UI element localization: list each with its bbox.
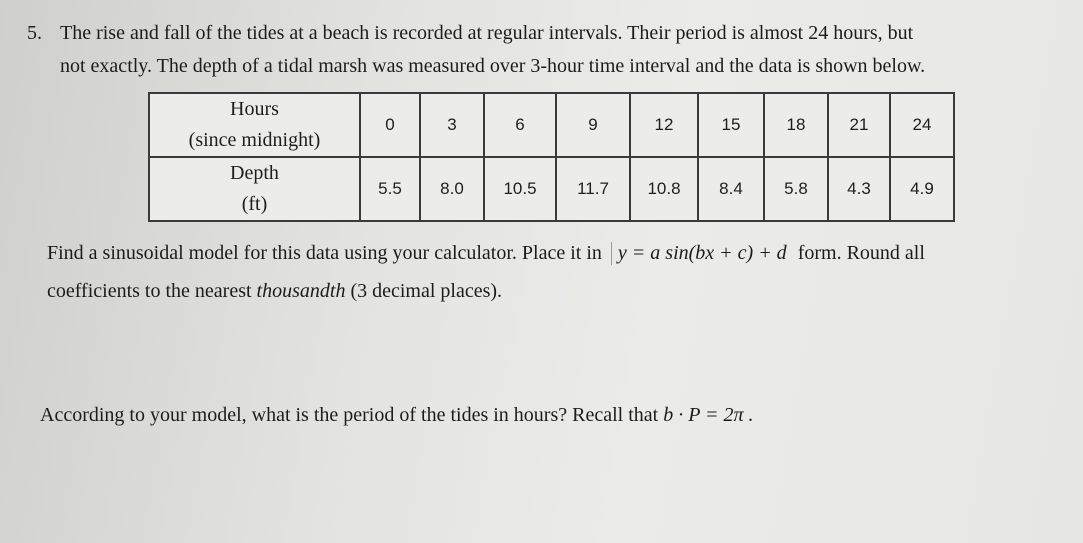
hours-cell: 9 [556,93,630,157]
depth-cell: 4.9 [890,157,954,221]
depth-cell: 11.7 [556,157,630,221]
depth-cell: 8.0 [420,157,484,221]
hours-row-header [149,93,360,157]
depth-cell: 4.3 [828,157,890,221]
depth-cell: 8.4 [698,157,764,221]
instructions-line-1 [47,242,925,265]
hours-cell: 15 [698,93,764,157]
depth-cell: 10.8 [630,157,698,221]
rounding-text: coefficients to the nearest [47,280,252,302]
tide-data-table [148,92,955,222]
depth-cell: 10.5 [484,157,556,221]
hours-cell: 21 [828,93,890,157]
hours-cell: 24 [890,93,954,157]
hours-cell: 3 [420,93,484,157]
question-text: According to your model, what is the period of the tides in hours? Recall that [40,404,659,426]
hours-header-label: Hours [230,98,279,120]
period-formula: b · P = 2π . [663,404,754,426]
rounding-emphasis: thousandth [256,280,346,302]
hours-cell: 6 [484,93,556,157]
depth-row [149,157,954,221]
hours-cell: 0 [360,93,420,157]
depth-header-unit: (ft) [241,193,268,215]
depth-header-label: Depth [230,162,279,184]
problem-statement-line-2: not exactly. The depth of a tidal marsh was measured over 3-hour time interval and the data is shown below. [60,55,926,77]
instructions-line-2 [47,280,502,303]
depth-cell: 5.8 [764,157,828,221]
hours-header-unit: (since midnight) [188,129,321,151]
depth-row-header [149,157,360,221]
problem-statement-line-1: The rise and fall of the tides at a beach is recorded at regular intervals. Their period is almost 24 hours, but [60,22,914,44]
hours-row [149,93,954,157]
instructions-text-end: form. Round all [797,242,925,264]
hours-cell: 18 [764,93,828,157]
hours-cell: 12 [630,93,698,157]
model-formula: y = a sin(bx + c) + d [611,242,793,265]
instructions-text: Find a sinusoidal model for this data using your calculator. Place it in [47,242,602,264]
depth-cell: 5.5 [360,157,420,221]
period-question [40,404,754,427]
problem-number: 5. [27,22,42,44]
rounding-text-end: (3 decimal places). [350,280,503,302]
